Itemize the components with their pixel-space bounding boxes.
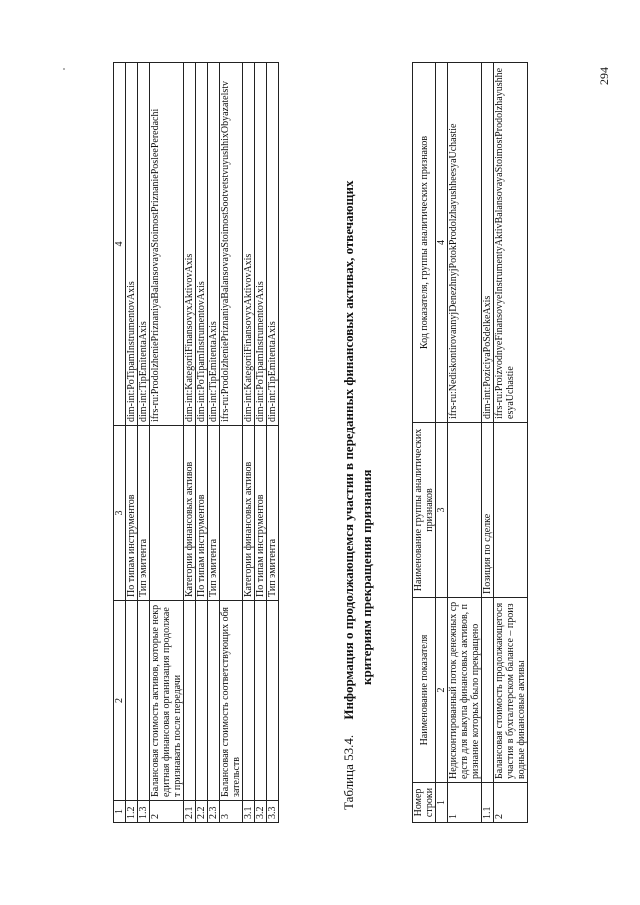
indicator-name bbox=[138, 601, 150, 801]
indicator-code: dim-int:PoTipamInstrumentovAxis bbox=[196, 63, 208, 426]
table-caption bbox=[340, 70, 376, 810]
table-header-row bbox=[114, 63, 126, 823]
indicator-name: Недисконтированный поток денежных средств для выкупа финансовых активов, признание которых было прекращено bbox=[448, 598, 482, 783]
header-indicator-name: Наименование показателя bbox=[413, 598, 436, 783]
group-name bbox=[494, 423, 528, 598]
col-num-2: 2 bbox=[114, 601, 126, 801]
row-number: 1.2 bbox=[126, 801, 138, 823]
row-number: 1.3 bbox=[138, 801, 150, 823]
row-number: 2.1 bbox=[184, 801, 196, 823]
table-row bbox=[255, 63, 267, 823]
col-num-4: 4 bbox=[436, 63, 448, 423]
indicator-name bbox=[208, 601, 220, 801]
group-name: Категории финансовых активов bbox=[243, 426, 255, 601]
table-row bbox=[126, 63, 138, 823]
row-number: 3.3 bbox=[267, 801, 279, 823]
indicator-code: dim-int:KategoriiFinansovyxAktivovAxis bbox=[184, 63, 196, 426]
table-row bbox=[208, 63, 220, 823]
group-name: Позиция по сделке bbox=[482, 423, 494, 598]
row-number: 2.2 bbox=[196, 801, 208, 823]
indicator-name bbox=[243, 601, 255, 801]
table-row bbox=[138, 63, 150, 823]
group-name: По типам инструментов bbox=[255, 426, 267, 601]
col-num-1: 1 bbox=[114, 801, 126, 823]
group-name: Категории финансовых активов bbox=[184, 426, 196, 601]
row-number: 2 bbox=[494, 783, 528, 823]
indicator-name: Балансовая стоимость продолжающегося участия в бухгалтерском балансе – производные финансовые активы bbox=[494, 598, 528, 783]
header-group-name: Наименование группы аналитических признаков bbox=[413, 423, 436, 598]
caption-title-line1: Информация о продолжающемся участии в переданных финансовых активах, отвечающих bbox=[341, 180, 356, 720]
col-num-4: 4 bbox=[114, 63, 126, 426]
row-number: 3.2 bbox=[255, 801, 267, 823]
indicator-code: ifrs-ru:NediskontirovannyjDenezhnyjPotokProdolzhayushheesyaUchastie bbox=[448, 63, 482, 423]
indicator-code: ifrs-ru:ProizvodnyeFinansovyeInstrumentyAktivBalansovayaStoimostProdolzhayushheesyaUchastie bbox=[494, 63, 528, 423]
scan-speck bbox=[63, 68, 65, 70]
table-row bbox=[184, 63, 196, 823]
header-row-number: Номер строки bbox=[413, 783, 436, 823]
indicator-name bbox=[267, 601, 279, 801]
indicator-code: dim-int:KategoriiFinansovyxAktivovAxis bbox=[243, 63, 255, 426]
group-name: Тип эмитента bbox=[208, 426, 220, 601]
header-code: Код показателя, группы аналитических признаков bbox=[413, 63, 436, 423]
row-number: 2 bbox=[150, 801, 184, 823]
indicator-code: ifrs-ru:ProdolzheniePriznaniyaBalansovayaStoimostSootvetstvuyushhixObyazatelstv bbox=[220, 63, 243, 426]
group-name: По типам инструментов bbox=[196, 426, 208, 601]
page-number: 294 bbox=[597, 67, 611, 85]
indicator-code: dim-int:PoziciyaPoSdelkeAxis bbox=[482, 63, 494, 423]
row-number: 3 bbox=[220, 801, 243, 823]
group-name bbox=[448, 423, 482, 598]
table-row bbox=[448, 63, 482, 823]
indicator-code: dim-int:TipEmitentaAxis bbox=[138, 63, 150, 426]
indicator-name bbox=[255, 601, 267, 801]
indicator-name bbox=[184, 601, 196, 801]
table-row bbox=[494, 63, 528, 823]
table-row bbox=[150, 63, 184, 823]
indicator-name bbox=[482, 598, 494, 783]
indicator-name: Балансовая стоимость соответствующих обязательств bbox=[220, 601, 243, 801]
table-header-num-row bbox=[436, 63, 448, 823]
group-name: По типам инструментов bbox=[126, 426, 138, 601]
indicator-name bbox=[196, 601, 208, 801]
table-row bbox=[243, 63, 255, 823]
table-row bbox=[196, 63, 208, 823]
row-number: 3.1 bbox=[243, 801, 255, 823]
col-num-2: 2 bbox=[436, 598, 448, 783]
row-number: 1.1 bbox=[482, 783, 494, 823]
indicator-code: dim-int:PoTipamInstrumentovAxis bbox=[126, 63, 138, 426]
indicator-code: dim-int:TipEmitentaAxis bbox=[267, 63, 279, 426]
table-top bbox=[113, 62, 279, 823]
indicator-name bbox=[126, 601, 138, 801]
table-row bbox=[267, 63, 279, 823]
caption-title-line2: критериям прекращения признания bbox=[359, 469, 374, 685]
group-name bbox=[220, 426, 243, 601]
row-number: 1 bbox=[448, 783, 482, 823]
group-name bbox=[150, 426, 184, 601]
indicator-code: ifrs-ru:ProdolzheniePriznaniyaBalansovayaStoimostPriznaniePosleePeredachi bbox=[150, 63, 184, 426]
group-name: Тип эмитента bbox=[267, 426, 279, 601]
table-bottom bbox=[412, 62, 528, 823]
table-row bbox=[220, 63, 243, 823]
group-name: Тип эмитента bbox=[138, 426, 150, 601]
col-num-1: 1 bbox=[436, 783, 448, 823]
indicator-code: dim-int:PoTipamInstrumentovAxis bbox=[255, 63, 267, 426]
indicator-code: dim-int:TipEmitentaAxis bbox=[208, 63, 220, 426]
col-num-3: 3 bbox=[114, 426, 126, 601]
caption-label: Таблица 53.4. bbox=[341, 734, 356, 810]
row-number: 2.3 bbox=[208, 801, 220, 823]
table-header-row bbox=[413, 63, 436, 823]
col-num-3: 3 bbox=[436, 423, 448, 598]
table-row bbox=[482, 63, 494, 823]
indicator-name: Балансовая стоимость активов, которые некредитная финансовая организация продолжает признавать после передачи bbox=[150, 601, 184, 801]
